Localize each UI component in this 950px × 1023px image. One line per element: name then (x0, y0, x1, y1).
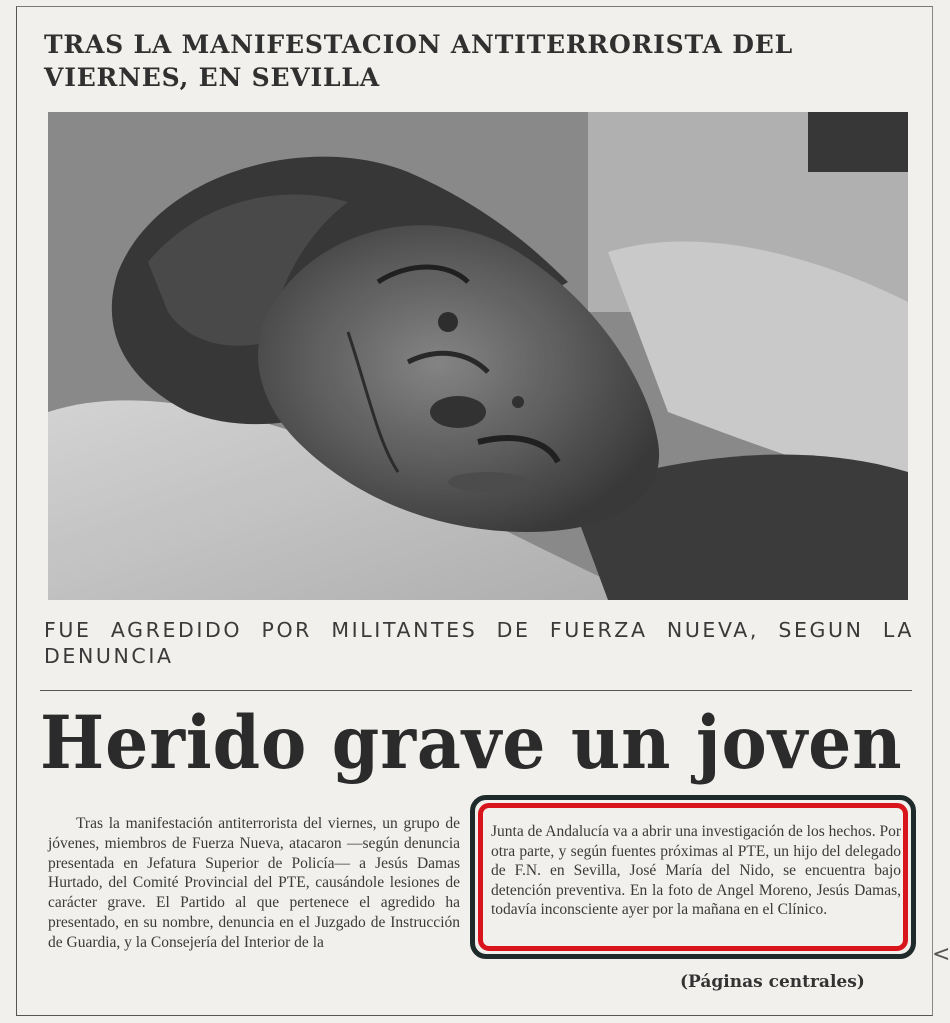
highlighted-paragraph-box (470, 795, 916, 959)
page-reference: (Páginas centrales) (680, 972, 865, 992)
news-photo (48, 112, 908, 600)
article-body-left-column: Tras la manifestación antiterrorista del viernes, un grupo de jóvenes, miembros de Fuerza Nueva, atacaron —según denuncia presentada en Jefatura Superior de Policía— a Jesús Damas Hurtado, del Comité Provincial del PTE, causándole lesiones de carácter grave. El Partido al que pertenece el agredido ha presentado, en su nombre, denuncia en el Juzgado de Instrucción de Guardia, y la Consejería del Interior de la (48, 815, 460, 951)
highlight-red-outline (478, 803, 908, 951)
article-kicker: TRAS LA MANIFESTACION ANTITERRORISTA DEL VIERNES, EN SEVILLA (44, 30, 793, 92)
section-divider (40, 690, 912, 691)
article-body-right-column: Junta de Andalucía va a abrir una investigación de los hechos. Por otra parte, y según fuentes próximas al PTE, un hijo del delegado de F.N. en Sevilla, José María del Nido, se encuentra bajo detención preventiva. En la foto de Angel Moreno, Jesús Damas, todavía inconsciente ayer por la mañana en el Clínico. (491, 823, 901, 918)
article-headline: Herido grave un joven (40, 700, 903, 786)
edge-bracket-icon: < (932, 942, 950, 967)
photo-caption: FUE AGREDIDO POR MILITANTES DE FUERZA NUEVA, SEGUN LA DENUNCIA (44, 618, 914, 668)
